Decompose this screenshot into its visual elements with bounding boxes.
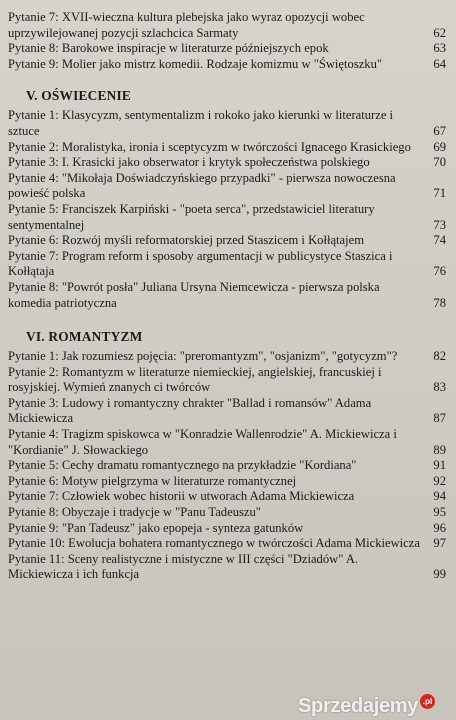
toc-entry [8,10,446,41]
toc-entry-page: 64 [433,56,446,71]
toc-entry [8,140,446,156]
toc-entry-text: Pytanie 7: Człowiek wobec historii w utworach Adama Mickiewicza [8,489,355,504]
toc-entry [8,41,446,57]
toc-entry-text: Pytanie 8: Barokowe inspiracje w literaturze późniejszych epok [8,41,329,56]
toc-entry-page: 62 [433,25,446,40]
toc-entry [8,521,446,537]
table-of-contents [8,10,446,583]
toc-entry-page: 83 [433,380,446,395]
section-heading-oswiecenie: V. OŚWIECENIE [26,88,132,104]
toc-entry-page: 76 [433,264,446,279]
toc-entry-text: Pytanie 5: Franciszek Karpiński - "poeta serca", przedstawiciel literatury sentymentalnej [8,201,375,232]
toc-entry [8,489,446,505]
toc-entry-text: Pytanie 4: "Mikołaja Doświadczyńskiego przypadki" - pierwsza nowoczesna powieść polska [8,170,396,201]
toc-entry-page: 89 [433,442,446,457]
toc-entry [8,474,446,490]
toc-entry-page: 69 [433,139,446,154]
toc-entry-text: Pytanie 3: I. Krasicki jako obserwator i krytyk społeczeństwa polskiego [8,155,370,170]
toc-entry [8,57,446,73]
toc-entry-page: 74 [433,233,446,248]
toc-group-top [8,10,446,72]
watermark-text: Sprzedajemy [298,694,419,717]
toc-entry [8,155,446,171]
toc-entry-text: Pytanie 1: Klasycyzm, sentymentalizm i rokoko jako kierunki w literaturze i sztuce [8,108,394,138]
toc-entry-page: 78 [433,295,446,310]
toc-entry-text: Pytanie 6: Rozwój myśli reformatorskiej przed Staszicem i Kołłątajem [8,233,365,248]
toc-entry-page: 67 [433,123,446,138]
toc-entry-page: 92 [433,473,446,488]
toc-entry-text: Pytanie 9: Molier jako mistrz komedii. Rodzaje komizmu w "Świętoszku" [8,56,383,71]
toc-entry-page: 63 [433,41,446,56]
toc-entry-page: 97 [433,536,446,551]
toc-entry-text: Pytanie 4: Tragizm spiskowca w "Konradzie Wallenrodzie" A. Mickiewicza i "Kordianie" J. Słowackiego [8,427,397,457]
toc-entry-text: Pytanie 10: Ewolucja bohatera romantycznego w twórczości Adama Mickiewicza [8,536,420,551]
toc-entry-text: Pytanie 2: Romantyzm w literaturze niemieckiej, angielskiej, francuskiej i rosyjskiej. Wymień znanych ci twórców [8,364,382,395]
toc-entry [8,108,446,139]
toc-entry [8,365,446,396]
toc-entry [8,536,446,552]
toc-entry-text: Pytanie 3: Ludowy i romantyczny chrakter "Ballad i romansów" Adama Mickiewicza [8,395,372,426]
toc-entry-page: 82 [433,349,446,364]
toc-entry-text: Pytanie 11: Sceny realistyczne i mistyczne w III części "Dziadów" A. Mickiewicza i ich funkcja [8,551,359,582]
watermark-badge-icon: .pl [420,694,435,709]
toc-entry-page: 96 [433,520,446,535]
watermark-logo [298,692,448,720]
toc-group-oswiecenie [8,108,446,311]
toc-entry-page: 71 [433,186,446,201]
toc-entry-page: 99 [433,567,446,582]
toc-entry [8,280,446,311]
toc-entry [8,233,446,249]
toc-entry [8,458,446,474]
toc-entry-text: Pytanie 5: Cechy dramatu romantycznego na przykładzie "Kordiana" [8,458,357,473]
toc-entry-page: 91 [433,458,446,473]
toc-entry [8,505,446,521]
toc-entry-text: Pytanie 8: "Powrót posła" Juliana Ursyna Niemcewicza - pierwsza polska komedia patriotyczna [8,279,380,310]
toc-entry-page: 73 [433,217,446,232]
toc-entry [8,552,446,583]
toc-entry-page: 94 [433,489,446,504]
toc-entry-text: Pytanie 7: XVII-wieczna kultura plebejska jako wyraz opozycji wobec uprzywilejowanej pozycji szlachcica Sarmaty [8,10,365,40]
toc-entry-text: Pytanie 9: "Pan Tadeusz" jako epopeja - synteza gatunków [8,520,304,535]
toc-group-romantyzm [8,349,446,583]
toc-entry [8,396,446,427]
toc-entry-text: Pytanie 2: Moralistyka, ironia i sceptycyzm w twórczości Ignacego Krasickiego [8,139,411,154]
toc-entry-text: Pytanie 7: Program reform i sposoby argumentacji w publicystyce Staszica i Kołłątaja [8,248,393,279]
toc-entry [8,202,446,233]
toc-entry [8,171,446,202]
toc-entry [8,349,446,365]
toc-entry [8,249,446,280]
toc-entry [8,427,446,458]
toc-entry-page: 70 [433,155,446,170]
toc-entry-text: Pytanie 1: Jak rozumiesz pojęcia: "preromantyzm", "osjanizm", "gotycyzm"? [8,349,398,364]
toc-entry-text: Pytanie 8: Obyczaje i tradycje w "Panu Tadeuszu" [8,505,261,520]
toc-entry-text: Pytanie 6: Motyw pielgrzyma w literaturze romantycznej [8,473,297,488]
toc-entry-page: 95 [433,505,446,520]
toc-entry-page: 87 [433,411,446,426]
section-heading-romantyzm: VI. ROMANTYZM [26,329,143,345]
